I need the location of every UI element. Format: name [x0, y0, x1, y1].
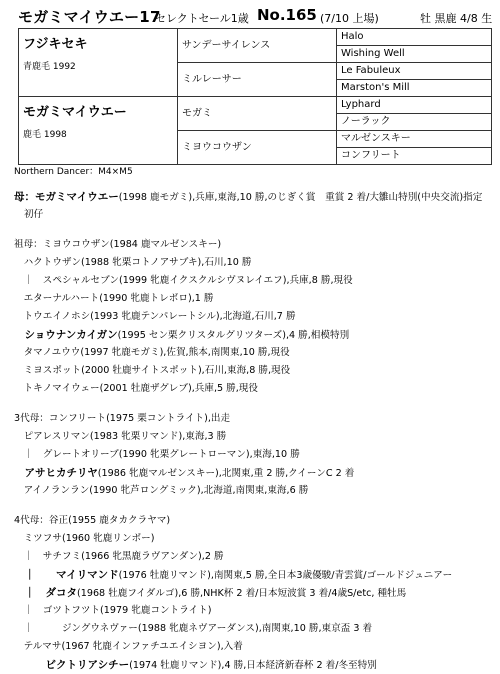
- family-line: [14, 512, 496, 530]
- line-text: アイノランラン(1990 牝芦ロングミック),北海道,南関東,東海,6 勝: [14, 485, 309, 496]
- g3-cell: Halo: [337, 29, 492, 46]
- line-text: (1998 鹿モガミ),兵庫,東海,10 勝,のじぎく賞 重賞 2 着/大雛山特別(中央交流)指定: [118, 192, 483, 203]
- family-line: [14, 326, 496, 344]
- line-text: (1968 牡鹿フイダルゴ),6 勝,NHK杯 2 着/日本短波賞 3 着/4歳S/etc, 種牡馬: [77, 588, 407, 599]
- dam-cell: [19, 97, 178, 165]
- family-line: [14, 290, 496, 308]
- line-text: トキノマイウェー(2001 牡鹿ザグレブ),兵庫,5 勝,現役: [14, 383, 258, 394]
- g3-cell: Wishing Well: [337, 46, 492, 63]
- dam-name: モガミマイウエー: [23, 105, 127, 120]
- line-text: 初仔: [24, 209, 44, 220]
- line-text: エターナルハート(1990 牝鹿トレボロ),1 勝: [14, 293, 214, 304]
- family-line: [14, 566, 496, 584]
- family-line: [14, 464, 496, 482]
- sex-color-birth: 牡 黒鹿 4/8 生: [420, 12, 493, 25]
- line-text: 祖母：ミヨウコウザン(1984 鹿マルゼンスキー): [14, 239, 222, 250]
- family-line: [14, 188, 496, 206]
- line-text: 4代母：谷正(1955 鹿タカクラヤマ): [14, 515, 171, 526]
- notable-horse-name: アサヒカチリヤ: [14, 467, 98, 479]
- sire-desc: 青鹿毛 1992: [23, 62, 76, 72]
- sire-dam-cell: ミルレーサー: [178, 63, 337, 97]
- family-line: [14, 446, 496, 464]
- line-text: ミヨスポット(2000 牡鹿サイトスポット),石川,東海,8 勝,現役: [14, 365, 291, 376]
- sale-name: セレクトセール1歳: [155, 12, 249, 25]
- line-text: ハクトウザン(1988 牝栗コトノアサブキ),石川,10 勝: [14, 257, 252, 268]
- line-text: トウエイノホシ(1993 牝鹿テンパレートシル),北海道,石川,7 勝: [14, 311, 296, 322]
- family-line: [14, 482, 496, 500]
- family-line: [14, 428, 496, 446]
- lot-number: No.165: [257, 6, 317, 24]
- header: [18, 4, 496, 26]
- family-line: [14, 254, 496, 272]
- line-text: (1976 牡鹿リマンド),南関東,5 勝,全日本3歳優駿/青雲賞/ゴールドジュニアー: [118, 570, 453, 581]
- line-text: (1986 牝鹿マルゼンスキー),北関東,重 2 勝,クイーンC 2 着: [97, 468, 355, 479]
- family-line: [14, 308, 496, 326]
- inbreeding-note: Northern Dancer：M4×M5: [14, 167, 133, 177]
- listing-date: (7/10 上場): [320, 12, 379, 25]
- family-line: [14, 206, 496, 224]
- line-text: ｜ ジングウネヴァー(1988 牝鹿ネヴアーダンス),南関東,10 勝,東京盃 3 着: [14, 623, 373, 634]
- line-text: ｜ スペシャルセブン(1999 牝鹿イクスクルシヴヌレイエフ),兵庫,8 勝,現役: [14, 275, 353, 286]
- family-line: [14, 656, 496, 674]
- dam-desc: 鹿毛 1998: [23, 130, 67, 140]
- line-text: ｜ サチフミ(1966 牝黒鹿ラヴアンダン),2 勝: [14, 551, 224, 562]
- family-line: [14, 620, 496, 638]
- sire-name: フジキセキ: [23, 37, 88, 52]
- line-text: ミツフサ(1960 牝鹿リンボー): [14, 533, 155, 544]
- g3-cell: Le Fabuleux: [337, 63, 492, 80]
- family-line: [14, 272, 496, 290]
- family-line: [14, 344, 496, 362]
- line-text: (1974 牡鹿リマンド),4 勝,日本経済新春杯 2 着/冬至特別: [129, 660, 377, 671]
- line-text: タマノユウウ(1997 牝鹿モガミ),佐賀,熊本,南関東,10 勝,現役: [14, 347, 290, 358]
- g3-cell: コンフリート: [337, 148, 492, 165]
- family-line: [14, 410, 496, 428]
- family-line: [14, 638, 496, 656]
- notable-horse-name: ショウナンカイガン: [14, 329, 118, 341]
- notable-horse-name: ｜ ダコタ: [14, 587, 77, 599]
- notable-horse-name: ビクトリアシチー: [14, 659, 130, 671]
- line-text: テルマサ(1967 牝鹿インファチユエイシヨン),入着: [14, 641, 243, 652]
- family-line: [14, 530, 496, 548]
- line-text: ｜ ゴツトフツト(1979 牝鹿コントライト): [14, 605, 212, 616]
- sire-sire-cell: サンデーサイレンス: [178, 29, 337, 63]
- notable-horse-name: 母：モガミマイウエー: [14, 191, 119, 203]
- g3-cell: Lyphard: [337, 97, 492, 114]
- line-text: ｜ グレートオリーブ(1990 牝栗グレートローマン),東海,10 勝: [14, 449, 300, 460]
- sire-cell: [19, 29, 178, 97]
- line-text: 3代母：コンフリート(1975 栗コントライト),出走: [14, 413, 231, 424]
- dam-dam-cell: ミヨウコウザン: [178, 131, 337, 165]
- g3-cell: マルゼンスキー: [337, 131, 492, 148]
- section-gap: [14, 398, 496, 410]
- line-text: ピアレスリマン(1983 牝栗リマンド),東海,3 勝: [14, 431, 227, 442]
- notable-horse-name: ｜ マイリマンド: [14, 569, 119, 581]
- family-line: [14, 602, 496, 620]
- pedigree-table: [18, 28, 492, 165]
- section-gap: [14, 224, 496, 236]
- family-line: [14, 380, 496, 398]
- horse-name: モガミマイウエー17: [18, 8, 161, 26]
- dam-sire-cell: モガミ: [178, 97, 337, 131]
- family-line: [14, 362, 496, 380]
- g3-cell: Marston's Mill: [337, 80, 492, 97]
- family-record: [14, 188, 496, 674]
- family-line: [14, 584, 496, 602]
- line-text: (1995 セン栗クリスタルグリツターズ),4 勝,相模特別: [117, 330, 350, 341]
- section-gap: [14, 500, 496, 512]
- family-line: [14, 236, 496, 254]
- family-line: [14, 548, 496, 566]
- g3-cell: ノーラック: [337, 114, 492, 131]
